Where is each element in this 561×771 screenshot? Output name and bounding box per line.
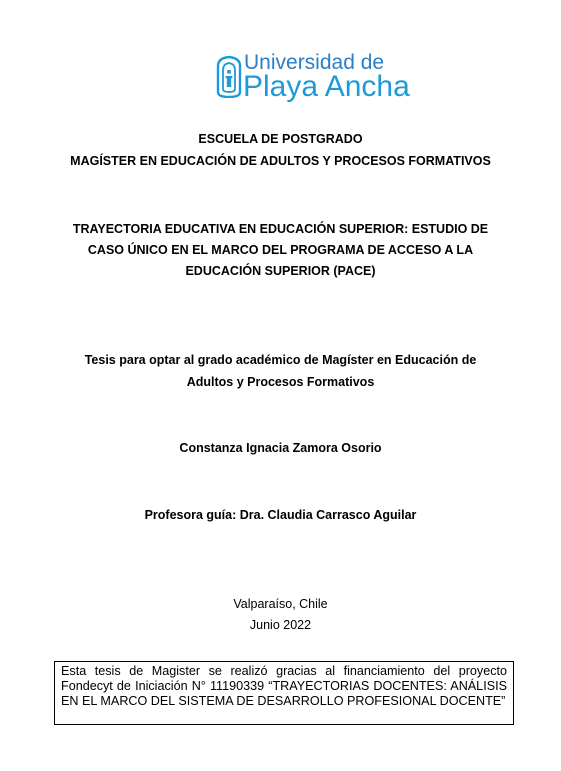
advisor-name: Profesora guía: Dra. Claudia Carrasco Aguilar <box>144 508 417 522</box>
university-shield-icon <box>216 56 242 98</box>
date: Junio 2022 <box>249 618 312 632</box>
thesis-purpose-line: Adultos y Procesos Formativos <box>186 375 375 389</box>
university-logo <box>216 51 410 103</box>
thesis-title-line: TRAYECTORIA EDUCATIVA EN EDUCACIÓN SUPERIOR: ESTUDIO DE <box>72 222 489 236</box>
program-name: MAGÍSTER EN EDUCACIÓN DE ADULTOS Y PROCESOS FORMATIVOS <box>70 154 491 168</box>
place: Valparaíso, Chile <box>233 597 328 611</box>
thesis-purpose-line: Tesis para optar al grado académico de Magíster en Educación de <box>84 353 477 367</box>
thesis-title-line: CASO ÚNICO EN EL MARCO DEL PROGRAMA DE ACCESO A LA <box>87 243 474 257</box>
school-name: ESCUELA DE POSTGRADO <box>198 132 363 146</box>
funding-note: Esta tesis de Magister se realizó gracias al financiamiento del proyecto Fondecyt de Iniciación N° 11190339 “TRAYECTORIAS DOCENTES: ANÁLISIS EN EL MARCO DEL SISTEMA DE DESARROLLO PROFESIONAL DOCENTE” <box>54 661 514 725</box>
logo-text-universidad: Universidad de <box>244 51 385 74</box>
thesis-title-line: EDUCACIÓN SUPERIOR (PACE) <box>185 264 376 278</box>
logo-text-playa-ancha: Playa Ancha <box>243 70 410 103</box>
thesis-title <box>60 219 501 282</box>
author-name: Constanza Ignacia Zamora Osorio <box>179 441 382 455</box>
